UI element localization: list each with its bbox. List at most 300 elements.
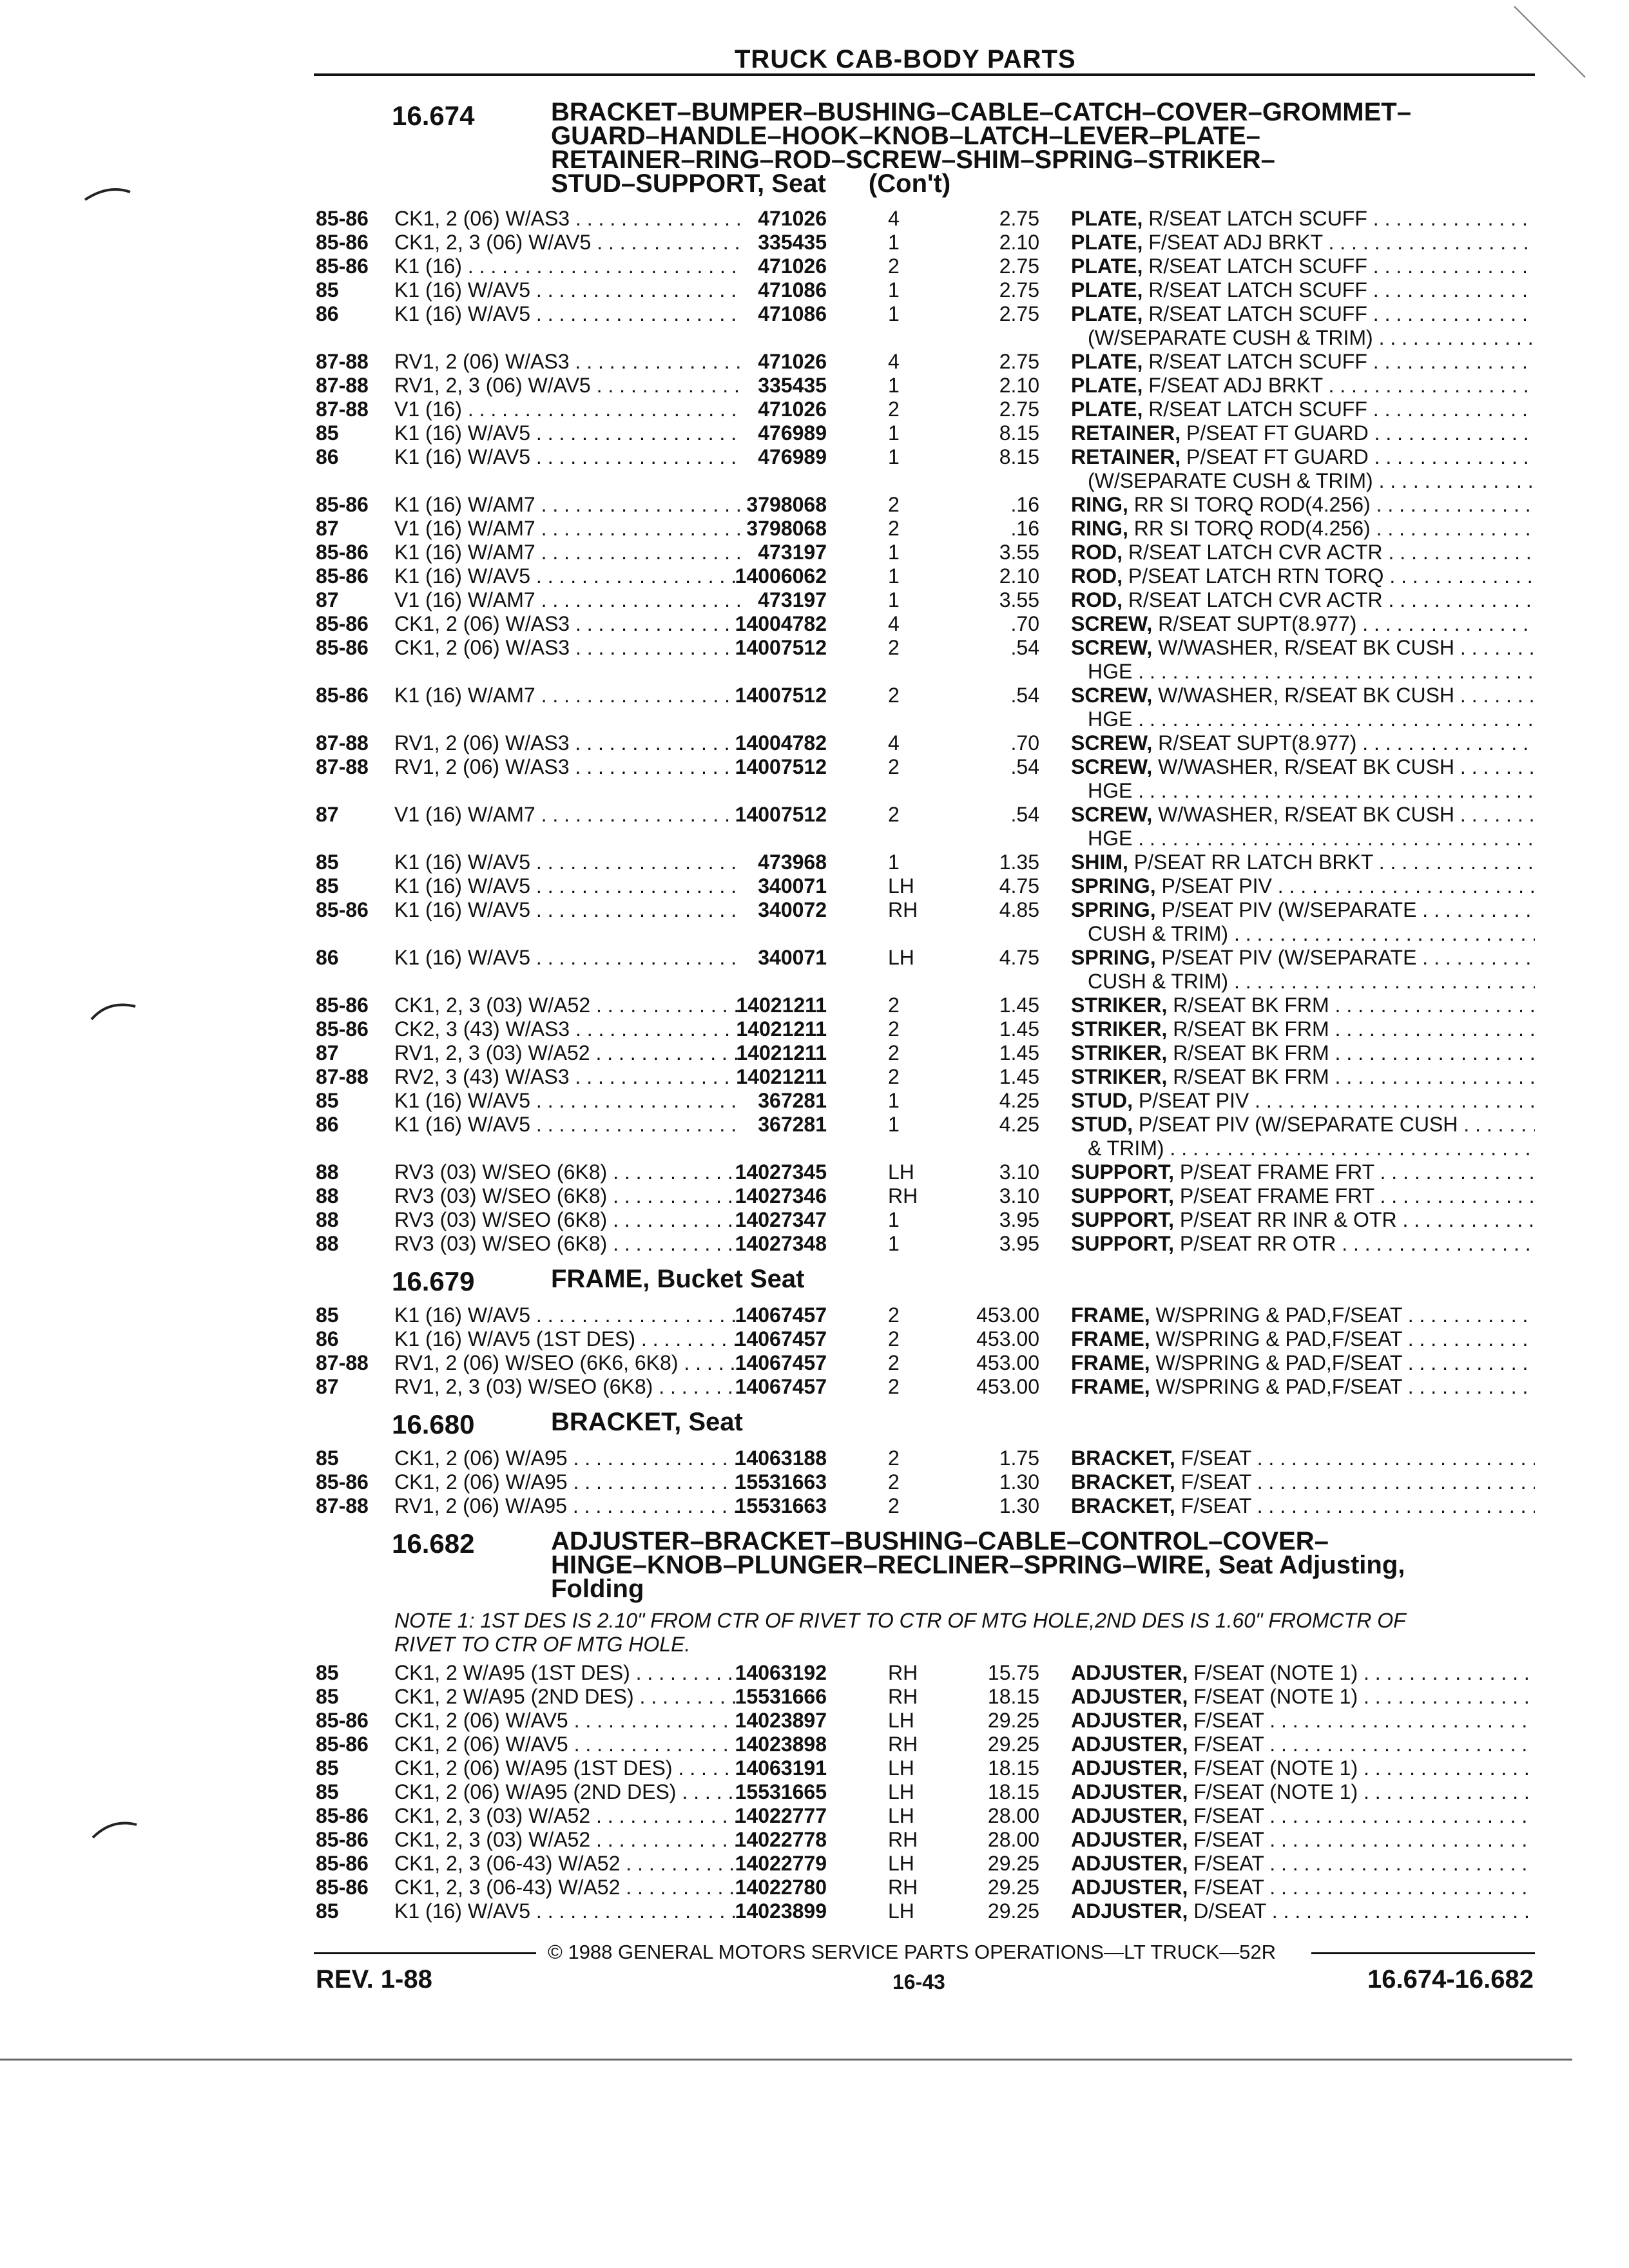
row-model: RV3 (03) W/SEO (6K8) . . . xyxy=(394,1232,742,1256)
row-quantity: 2 xyxy=(888,1327,900,1350)
table-row xyxy=(0,850,1629,874)
binder-hole-mark xyxy=(89,997,140,1023)
row-quantity: 1 xyxy=(888,231,900,254)
row-part-number: 367281 xyxy=(758,1089,827,1112)
row-description xyxy=(1071,994,1535,1017)
table-row xyxy=(0,1828,1629,1852)
section-title-line: Folding xyxy=(551,1575,644,1603)
row-price: 2.10 xyxy=(999,564,1039,588)
row-part-name: SCREW, xyxy=(1071,755,1153,778)
row-price: 1.30 xyxy=(999,1470,1039,1494)
row-part-name: ADJUSTER, xyxy=(1071,1661,1188,1684)
section-number: 16.682 xyxy=(392,1528,475,1559)
copyright: © 1988 GENERAL MOTORS SERVICE PARTS OPERATIONS—LT TRUCK—52R xyxy=(548,1941,1276,1963)
row-description xyxy=(1071,946,1535,970)
row-description xyxy=(1071,1113,1535,1137)
row-part-name: SPRING, xyxy=(1071,898,1156,921)
table-row xyxy=(0,1160,1629,1184)
row-part-number: 340072 xyxy=(758,898,827,921)
row-description-text: R/SEAT BK FRM xyxy=(1173,994,1329,1017)
row-part-name: PLATE, xyxy=(1071,398,1143,421)
row-part-number: 14023897 xyxy=(735,1709,827,1732)
table-row xyxy=(0,255,1629,278)
row-year: 85-86 xyxy=(316,1852,369,1875)
row-year: 85-86 xyxy=(316,994,369,1017)
row-part-name: ADJUSTER, xyxy=(1071,1876,1188,1899)
row-year: 86 xyxy=(316,1327,339,1350)
section-title-line xyxy=(551,169,1556,198)
table-row xyxy=(0,1065,1629,1089)
row-year: 85-86 xyxy=(316,684,369,707)
row-year: 85 xyxy=(316,850,339,874)
row-part-number: 14007512 xyxy=(735,803,827,826)
row-part-name: FRAME, xyxy=(1071,1351,1150,1374)
row-quantity: 1 xyxy=(888,445,900,468)
row-year: 88 xyxy=(316,1184,339,1207)
row-quantity: 2 xyxy=(888,803,900,826)
row-description xyxy=(1071,1804,1535,1828)
row-price: .16 xyxy=(1010,493,1039,516)
row-year: 87-88 xyxy=(316,398,369,421)
row-quantity: LH xyxy=(888,1852,914,1875)
row-model: CK1, 2 (06) W/AV5 . . . xyxy=(394,1709,742,1733)
table-row xyxy=(0,398,1629,421)
row-description xyxy=(1071,1899,1535,1923)
row-description-text: R/SEAT LATCH SCUFF xyxy=(1148,278,1367,302)
section-subtitle: Seat Adjusting, xyxy=(1218,1551,1405,1579)
row-description xyxy=(1071,1089,1535,1113)
row-part-number: 14027345 xyxy=(735,1160,827,1184)
table-row xyxy=(0,1208,1629,1232)
row-quantity: 2 xyxy=(888,755,900,778)
row-year: 85 xyxy=(316,1446,339,1470)
row-quantity: LH xyxy=(888,1160,914,1184)
row-year: 88 xyxy=(316,1160,339,1184)
row-part-name: ADJUSTER, xyxy=(1071,1780,1188,1803)
row-year: 85-86 xyxy=(316,636,369,659)
table-row xyxy=(0,898,1629,922)
row-description xyxy=(1071,898,1535,922)
footer-rule-left xyxy=(314,1952,536,1954)
row-year: 87-88 xyxy=(316,374,369,397)
row-part-number: 14007512 xyxy=(735,684,827,707)
row-quantity: LH xyxy=(888,1804,914,1827)
table-row xyxy=(0,1232,1629,1256)
row-part-name: STRIKER, xyxy=(1071,1017,1168,1041)
row-year: 88 xyxy=(316,1232,339,1255)
row-part-number: 476989 xyxy=(758,445,827,468)
section-subtitle: Bucket Seat xyxy=(657,1265,805,1293)
row-quantity: 2 xyxy=(888,1494,900,1517)
table-row xyxy=(0,684,1629,707)
row-model: K1 (16) W/AV5 . . . xyxy=(394,1089,742,1113)
row-model: K1 (16) W/AM7 . . . xyxy=(394,493,742,517)
row-description-text: P/SEAT FRAME FRT xyxy=(1179,1184,1374,1207)
row-model: K1 (16) W/AV5 . . . xyxy=(394,874,742,898)
row-description xyxy=(1071,731,1535,755)
row-year: 85-86 xyxy=(316,898,369,921)
row-part-number: 15531663 xyxy=(735,1470,827,1494)
row-price: 18.15 xyxy=(987,1756,1039,1780)
table-row xyxy=(0,350,1629,374)
row-description xyxy=(1071,1733,1535,1756)
row-description xyxy=(1071,1184,1535,1208)
row-model: RV1, 2, 3 (03) W/SEO (6K8) . . . xyxy=(394,1375,742,1399)
row-price: 4.75 xyxy=(999,874,1039,898)
table-row xyxy=(0,803,1629,827)
row-part-number: 471086 xyxy=(758,278,827,302)
table-row-continuation xyxy=(0,326,1629,350)
row-description xyxy=(1071,1470,1535,1494)
row-year: 88 xyxy=(316,1208,339,1231)
row-price: 453.00 xyxy=(976,1303,1039,1327)
row-description-text: F/SEAT ADJ BRKT xyxy=(1148,374,1323,397)
row-description-text: R/SEAT LATCH SCUFF xyxy=(1148,302,1367,325)
row-quantity: RH xyxy=(888,1828,918,1851)
row-price: 4.25 xyxy=(999,1113,1039,1136)
row-quantity: 2 xyxy=(888,1065,900,1088)
table-row xyxy=(0,541,1629,564)
row-model: K1 (16) W/AV5 . . . xyxy=(394,278,742,302)
row-description-text: W/SPRING & PAD,F/SEAT xyxy=(1155,1351,1402,1374)
row-part-number: 473197 xyxy=(758,588,827,611)
row-part-name: PLATE, xyxy=(1071,207,1143,230)
row-description xyxy=(1071,278,1535,302)
row-part-name: ADJUSTER, xyxy=(1071,1756,1188,1780)
row-year: 85 xyxy=(316,1685,339,1708)
row-description xyxy=(1071,1303,1535,1327)
row-description xyxy=(1071,1709,1535,1733)
row-price: 4.75 xyxy=(999,946,1039,969)
row-year: 85 xyxy=(316,874,339,898)
row-description xyxy=(1071,874,1535,898)
row-part-number: 473197 xyxy=(758,541,827,564)
row-price: 28.00 xyxy=(987,1804,1039,1827)
table-row xyxy=(0,1041,1629,1065)
row-description-text: R/SEAT SUPT(8.977) xyxy=(1158,731,1357,754)
row-description-text: W/WASHER, R/SEAT BK CUSH xyxy=(1158,803,1455,826)
row-description xyxy=(1071,850,1535,874)
row-price: 2.75 xyxy=(999,207,1039,230)
row-year: 85-86 xyxy=(316,612,369,635)
row-description-text: P/SEAT PIV (W/SEPARATE xyxy=(1161,946,1417,969)
row-model: CK1, 2 (06) W/A95 . . . xyxy=(394,1446,742,1470)
row-quantity: LH xyxy=(888,874,914,898)
row-description-text: P/SEAT LATCH RTN TORQ xyxy=(1128,564,1384,588)
row-year: 85-86 xyxy=(316,1828,369,1851)
row-part-name: RING, xyxy=(1071,517,1128,540)
row-part-name: SPRING, xyxy=(1071,946,1156,969)
row-part-number: 340071 xyxy=(758,946,827,969)
row-part-name: PLATE, xyxy=(1071,255,1143,278)
row-description-text: F/SEAT xyxy=(1181,1470,1251,1494)
table-row xyxy=(0,1494,1629,1518)
section-subtitle: Seat xyxy=(771,169,826,198)
row-description xyxy=(1071,1494,1535,1518)
row-quantity: 2 xyxy=(888,1446,900,1470)
row-quantity: 2 xyxy=(888,1470,900,1494)
row-model: RV1, 2 (06) W/A95 . . . xyxy=(394,1494,742,1518)
table-row xyxy=(0,445,1629,469)
row-description-text: W/SPRING & PAD,F/SEAT xyxy=(1155,1375,1402,1398)
row-description-continued: HGE . . . xyxy=(1088,707,1535,731)
row-year: 87-88 xyxy=(316,1065,369,1088)
row-quantity: 1 xyxy=(888,588,900,611)
row-model: CK1, 2, 3 (03) W/A52 . . . xyxy=(394,1828,742,1852)
row-model: CK1, 2 W/A95 (2ND DES) . . . xyxy=(394,1685,742,1709)
row-description-text: F/SEAT xyxy=(1181,1446,1251,1470)
table-row xyxy=(0,1089,1629,1113)
row-quantity: 2 xyxy=(888,255,900,278)
row-price: 8.15 xyxy=(999,421,1039,445)
row-part-number: 335435 xyxy=(758,231,827,254)
row-quantity: 4 xyxy=(888,207,900,230)
row-description-continued: (W/SEPARATE CUSH & TRIM) . . . xyxy=(1088,326,1535,350)
row-part-number: 335435 xyxy=(758,374,827,397)
row-part-number: 14007512 xyxy=(735,755,827,778)
row-part-number: 14027346 xyxy=(735,1184,827,1207)
table-row-continuation xyxy=(0,827,1629,850)
row-part-name: ADJUSTER, xyxy=(1071,1733,1188,1756)
row-price: 29.25 xyxy=(987,1876,1039,1899)
row-quantity: 2 xyxy=(888,994,900,1017)
row-model: RV1, 2 (06) W/AS3 . . . xyxy=(394,755,742,779)
row-model: K1 (16) W/AV5 . . . xyxy=(394,898,742,922)
table-row-continuation xyxy=(0,707,1629,731)
row-description-text: F/SEAT (NOTE 1) xyxy=(1193,1756,1358,1780)
row-quantity: RH xyxy=(888,1184,918,1207)
row-description xyxy=(1071,1232,1535,1256)
row-price: .54 xyxy=(1010,636,1039,659)
row-description xyxy=(1071,1351,1535,1375)
row-quantity: 2 xyxy=(888,1017,900,1041)
row-description-text: P/SEAT PIV xyxy=(1138,1089,1249,1112)
row-quantity: 2 xyxy=(888,517,900,540)
row-quantity: LH xyxy=(888,1899,914,1923)
row-description-text: F/SEAT xyxy=(1193,1876,1264,1899)
row-price: 29.25 xyxy=(987,1899,1039,1923)
section-title-line: RETAINER–RING–ROD–SCREW–SHIM–SPRING–STRIKER– xyxy=(551,146,1275,174)
row-year: 85 xyxy=(316,1899,339,1923)
row-year: 85-86 xyxy=(316,541,369,564)
row-quantity: LH xyxy=(888,1756,914,1780)
table-row xyxy=(0,493,1629,517)
row-description xyxy=(1071,421,1535,445)
row-description-text: D/SEAT xyxy=(1193,1899,1266,1923)
row-quantity: LH xyxy=(888,1709,914,1732)
row-year: 85-86 xyxy=(316,1804,369,1827)
table-row xyxy=(0,374,1629,398)
row-year: 85-86 xyxy=(316,1709,369,1732)
row-model: RV1, 2 (06) W/AS3 . . . xyxy=(394,350,742,374)
row-description xyxy=(1071,231,1535,255)
table-row xyxy=(0,231,1629,255)
row-description-text: R/SEAT LATCH SCUFF xyxy=(1148,207,1367,230)
row-part-name: SUPPORT, xyxy=(1071,1184,1175,1207)
table-row xyxy=(0,1733,1629,1756)
table-row xyxy=(0,1113,1629,1137)
page-range: 16.674-16.682 xyxy=(1367,1965,1534,1994)
row-part-name: PLATE, xyxy=(1071,374,1143,397)
row-year: 85-86 xyxy=(316,564,369,588)
section-subtitle: Seat xyxy=(688,1408,743,1436)
row-description xyxy=(1071,374,1535,398)
row-price: .16 xyxy=(1010,517,1039,540)
row-model: CK1, 2, 3 (06-43) W/A52 . . . xyxy=(394,1876,742,1899)
footer-rule-right xyxy=(1311,1952,1535,1954)
row-description-continued: HGE . . . xyxy=(1088,660,1535,684)
row-part-name: RETAINER, xyxy=(1071,421,1181,445)
row-part-number: 14063192 xyxy=(735,1661,827,1684)
table-row-continuation xyxy=(0,469,1629,493)
row-year: 85 xyxy=(316,278,339,302)
row-part-name: STRIKER, xyxy=(1071,994,1168,1017)
row-part-name: SCREW, xyxy=(1071,731,1153,754)
note-line: NOTE 1: 1ST DES IS 2.10" FROM CTR OF RIVET TO CTR OF MTG HOLE,2ND DES IS 1.60" FROMCTR OF xyxy=(394,1609,1406,1632)
row-part-name: PLATE, xyxy=(1071,302,1143,325)
table-row-continuation xyxy=(0,922,1629,946)
row-description-text: P/SEAT FRAME FRT xyxy=(1179,1160,1374,1184)
row-part-number: 340071 xyxy=(758,874,827,898)
row-year: 87-88 xyxy=(316,1351,369,1374)
row-part-name: SCREW, xyxy=(1071,803,1153,826)
row-model: K1 (16) W/AV5 . . . xyxy=(394,445,742,469)
row-model: CK1, 2 (06) W/AS3 . . . xyxy=(394,207,742,231)
row-description-continued: (W/SEPARATE CUSH & TRIM) . . . xyxy=(1088,469,1535,493)
row-year: 85 xyxy=(316,421,339,445)
row-price: 1.45 xyxy=(999,1065,1039,1088)
row-price: 18.15 xyxy=(987,1685,1039,1708)
row-quantity: 2 xyxy=(888,1041,900,1064)
row-model: K1 (16) W/AV5 . . . xyxy=(394,1899,742,1923)
row-year: 85 xyxy=(316,1780,339,1803)
table-row xyxy=(0,278,1629,302)
row-quantity: 2 xyxy=(888,636,900,659)
row-part-number: 14067457 xyxy=(735,1375,827,1398)
row-quantity: 2 xyxy=(888,493,900,516)
row-part-number: 14063188 xyxy=(735,1446,827,1470)
row-description xyxy=(1071,588,1535,612)
row-description-text: F/SEAT xyxy=(1193,1828,1264,1851)
row-year: 86 xyxy=(316,302,339,325)
row-price: 29.25 xyxy=(987,1709,1039,1732)
row-part-number: 14004782 xyxy=(735,612,827,635)
row-quantity: 1 xyxy=(888,850,900,874)
row-price: .54 xyxy=(1010,803,1039,826)
row-description-text: P/SEAT PIV xyxy=(1161,874,1272,898)
row-description xyxy=(1071,1852,1535,1876)
row-price: 2.75 xyxy=(999,398,1039,421)
row-model: RV3 (03) W/SEO (6K8) . . . xyxy=(394,1160,742,1184)
row-model: CK1, 2, 3 (03) W/A52 . . . xyxy=(394,1804,742,1828)
row-model: K1 (16) W/AV5 (1ST DES) . . . xyxy=(394,1327,742,1351)
row-description xyxy=(1071,1446,1535,1470)
row-quantity: 1 xyxy=(888,541,900,564)
row-description xyxy=(1071,1327,1535,1351)
row-quantity: 4 xyxy=(888,350,900,373)
row-description xyxy=(1071,1661,1535,1685)
row-quantity: 1 xyxy=(888,564,900,588)
row-part-number: 367281 xyxy=(758,1113,827,1136)
row-model: RV1, 2, 3 (03) W/A52 . . . xyxy=(394,1041,742,1065)
row-model: CK1, 2 (06) W/A95 (2ND DES) . . . xyxy=(394,1780,742,1804)
row-quantity: RH xyxy=(888,1733,918,1756)
row-year: 85-86 xyxy=(316,493,369,516)
row-description-text: P/SEAT FT GUARD xyxy=(1186,421,1369,445)
row-description xyxy=(1071,755,1535,779)
row-description-text: W/SPRING & PAD,F/SEAT xyxy=(1155,1327,1402,1350)
row-part-name: ADJUSTER, xyxy=(1071,1899,1188,1923)
table-row xyxy=(0,1876,1629,1899)
row-part-name: SCREW, xyxy=(1071,612,1153,635)
row-model: RV2, 3 (43) W/AS3 . . . xyxy=(394,1065,742,1089)
row-price: 18.15 xyxy=(987,1780,1039,1803)
row-description xyxy=(1071,1756,1535,1780)
table-row xyxy=(0,946,1629,970)
note xyxy=(394,1609,1548,1657)
row-part-name: STUD, xyxy=(1071,1089,1133,1112)
row-model: K1 (16) W/AM7 . . . xyxy=(394,684,742,707)
row-description xyxy=(1071,1828,1535,1852)
row-description-text: P/SEAT RR INR & OTR xyxy=(1179,1208,1397,1231)
row-description-text: F/SEAT (NOTE 1) xyxy=(1193,1661,1358,1684)
row-part-number: 14027348 xyxy=(735,1232,827,1255)
row-year: 87-88 xyxy=(316,1494,369,1517)
table-row xyxy=(0,1446,1629,1470)
row-year: 85-86 xyxy=(316,255,369,278)
row-part-name: FRAME, xyxy=(1071,1327,1150,1350)
table-row-continuation xyxy=(0,970,1629,994)
row-model: CK1, 2, 3 (06) W/AV5 . . . xyxy=(394,231,742,255)
page-title: TRUCK CAB-BODY PARTS xyxy=(735,45,1076,73)
row-quantity: 2 xyxy=(888,1375,900,1398)
row-part-number: 471026 xyxy=(758,207,827,230)
row-model: RV1, 2, 3 (06) W/AV5 . . . xyxy=(394,374,742,398)
section-number: 16.674 xyxy=(392,101,475,131)
revision-label: REV. 1-88 xyxy=(316,1965,432,1994)
row-part-number: 15531665 xyxy=(735,1780,827,1803)
row-description-text: R/SEAT BK FRM xyxy=(1173,1017,1329,1041)
row-year: 87-88 xyxy=(316,755,369,778)
row-description xyxy=(1071,1876,1535,1899)
row-year: 87-88 xyxy=(316,731,369,754)
row-part-name: ROD, xyxy=(1071,541,1123,564)
row-year: 85 xyxy=(316,1303,339,1327)
row-price: 3.10 xyxy=(999,1160,1039,1184)
row-description xyxy=(1071,1685,1535,1709)
row-year: 87 xyxy=(316,1041,339,1064)
row-quantity: 1 xyxy=(888,1208,900,1231)
row-description-continued: HGE . . . xyxy=(1088,779,1535,803)
row-model: RV1, 2 (06) W/AS3 . . . xyxy=(394,731,742,755)
row-description-text: P/SEAT PIV (W/SEPARATE CUSH xyxy=(1138,1113,1458,1136)
row-price: 1.45 xyxy=(999,1017,1039,1041)
row-model: K1 (16) W/AV5 . . . xyxy=(394,850,742,874)
row-part-name: PLATE, xyxy=(1071,350,1143,373)
table-row xyxy=(0,1184,1629,1208)
row-model: CK1, 2 (06) W/A95 . . . xyxy=(394,1470,742,1494)
binder-hole-mark xyxy=(82,184,134,204)
row-part-name: RING, xyxy=(1071,493,1128,516)
row-year: 85-86 xyxy=(316,231,369,254)
row-model: CK1, 2 (06) W/AS3 . . . xyxy=(394,636,742,660)
table-row xyxy=(0,207,1629,231)
page-number: 16-43 xyxy=(892,1970,945,1994)
row-model: V1 (16) . . . xyxy=(394,398,742,421)
row-description-text: P/SEAT RR OTR xyxy=(1179,1232,1336,1255)
row-part-name: BRACKET, xyxy=(1071,1470,1175,1494)
row-price: .54 xyxy=(1010,755,1039,778)
